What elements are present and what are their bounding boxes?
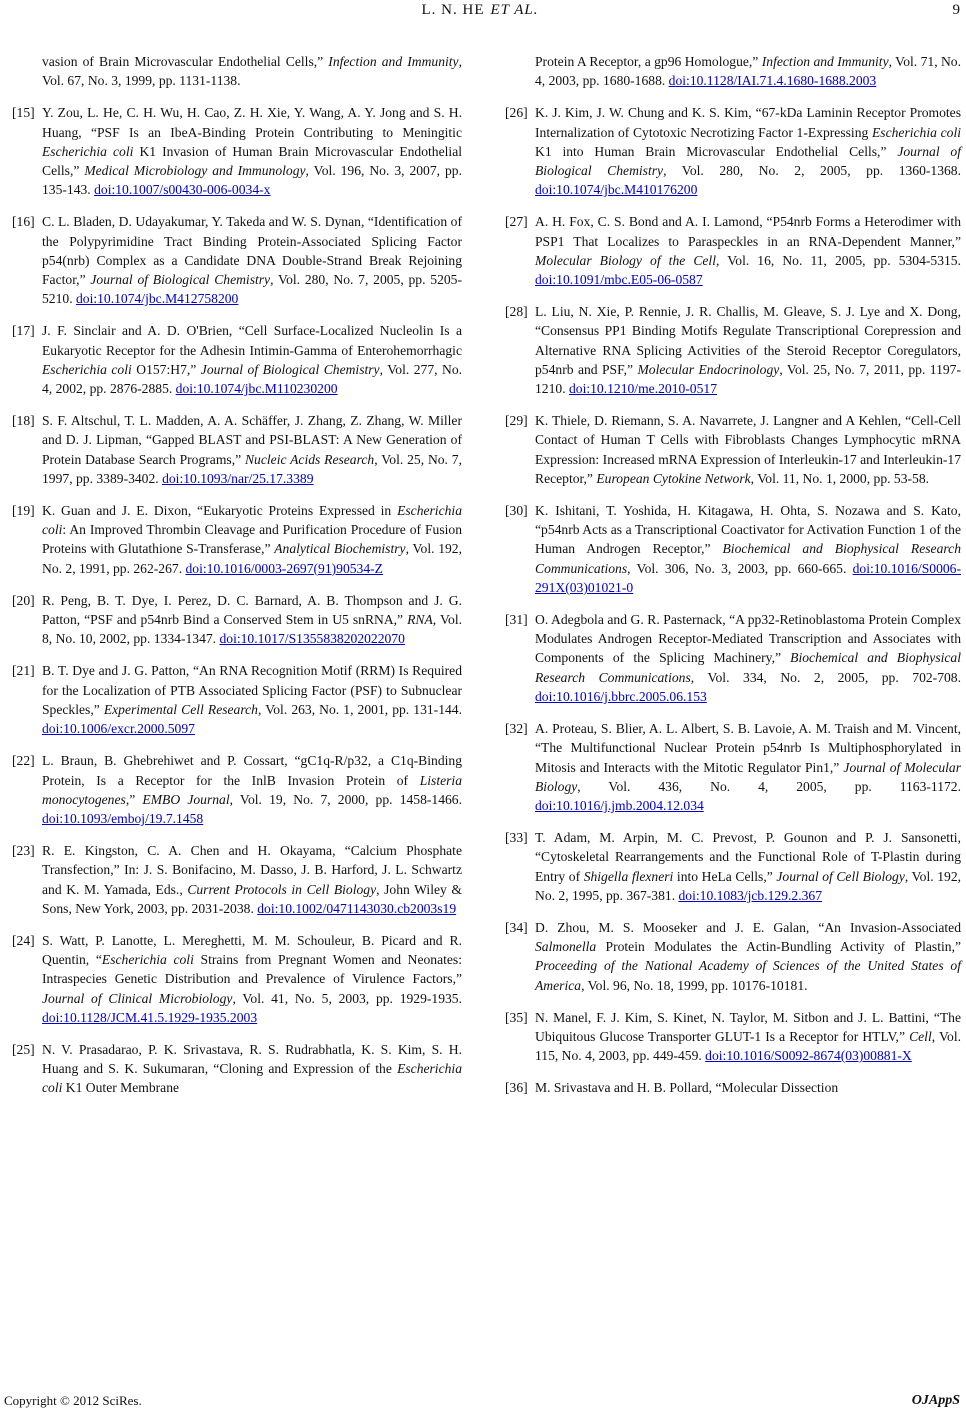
reference-item	[505, 828, 961, 905]
reference-item	[12, 591, 462, 649]
reference-number: [29]	[505, 413, 528, 429]
doi-link[interactable]: doi:10.1074/jbc.M410176200	[535, 182, 698, 198]
ref-text: , Vol. 277, No. 4, 2002, pp. 2876-2885.	[42, 361, 463, 397]
reference-number: [28]	[505, 304, 528, 320]
reference-item	[505, 918, 961, 995]
ref-italic: Escherichia coli	[872, 124, 962, 140]
ref-text: L. Liu, N. Xie, P. Rennie, J. R. Challis, M. Gleave, S. J. Lye and X. Dong, “Consensus PP1 Binding Motifs Regulate Transcriptional Corepression and Alternative RNA Splicing Activities of the Steroid Receptor Coregulators, p54nrb and PSF,”	[535, 304, 961, 377]
reference-item	[505, 212, 961, 289]
reference-number: [30]	[505, 503, 528, 519]
right-column	[505, 52, 961, 1111]
running-head-etal: ET AL.	[490, 2, 539, 18]
doi-link[interactable]: doi:10.1128/JCM.41.5.1929-1935.2003	[42, 1009, 258, 1025]
reference-item	[505, 610, 961, 706]
reference-item	[505, 1078, 961, 1097]
reference-body	[535, 1078, 961, 1097]
reference-item	[505, 302, 961, 398]
reference-number: [24]	[12, 932, 35, 948]
ref-text: into HeLa Cells,”	[673, 868, 777, 884]
ref-italic: RNA	[407, 612, 433, 628]
reference-item	[12, 1040, 462, 1098]
running-head-authors: L. N. HE	[421, 2, 485, 18]
ref-text: K1 into Human Brain Microvascular Endothelial Cells,”	[535, 143, 898, 159]
reference-list-right	[505, 103, 961, 1097]
ref-text: , Vol. 196, No. 3, 2007, pp. 135-143.	[42, 163, 462, 198]
reference-body	[42, 751, 462, 828]
ref-text: B. T. Dye and J. G. Patton, “An RNA Recognition Motif (RRM) Is Required for the Localization of PTB Associated Splicing Factor (PSF) to Subnuclear Speckles,”	[42, 663, 462, 717]
ref-italic: Shigella flexneri	[583, 868, 674, 884]
page-number: 9	[952, 2, 960, 18]
ref-text: D. Zhou, M. S. Mooseker and J. E. Galan, “An Invasion-Associated	[535, 919, 961, 935]
reference-number: [16]	[12, 214, 35, 230]
ref-text: Protein Modulates the Actin-Bundling Activity of Plastin,”	[596, 939, 961, 955]
reference-number: [33]	[505, 830, 528, 846]
ref-italic: Listeria monocytogenes	[42, 772, 462, 807]
ref-text: , Vol. 25, No. 7, 2011, pp. 1197-1210.	[535, 361, 961, 397]
ref-text: vasion of Brain Microvascular Endothelial Cells,”	[42, 54, 329, 69]
doi-link[interactable]: doi:10.1016/j.bbrc.2005.06.153	[535, 688, 707, 704]
ref-journal: Journal of Biological Chemistry	[535, 143, 961, 179]
reference-item	[12, 751, 462, 828]
ref-text: N. Manel, F. J. Kim, S. Kinet, N. Taylor, M. Sitbon and J. L. Battini, “The Ubiquitous Glucose Transporter GLUT-1 Is a Receptor for HTLV,”	[535, 1009, 961, 1044]
reference-body	[535, 212, 961, 289]
ref-journal: Journal of Biological Chemistry	[200, 361, 380, 377]
copyright-notice: Copyright © 2012 SciRes.	[4, 1393, 142, 1408]
reference-body	[42, 501, 462, 578]
ref-text: : An Improved Thrombin Cleavage and Purification Procedure of Fusion Proteins with Glutathione S-Transferase,”	[42, 522, 462, 557]
ref-text: O157:H7,”	[131, 361, 201, 377]
doi-link[interactable]: doi:10.1002/0471143030.cb2003s19	[257, 900, 457, 916]
ref-journal: Proceeding of the National Academy of Sciences of the United States of America	[535, 958, 961, 993]
ref-text: , Vol. 25, No. 7, 1997, pp. 3389-3402.	[42, 451, 462, 486]
doi-link[interactable]: doi:10.1093/emboj/19.7.1458	[42, 810, 204, 826]
ref-italic: Experimental Cell Research	[103, 701, 258, 717]
journal-abbrev: OJAppS	[911, 1393, 960, 1408]
running-head	[0, 2, 966, 19]
ref-text: O. Adegbola and G. R. Pasternack, “A pp32-Retinoblastoma Protein Complex Modulates Androgen Receptor-Mediated Transcription and Associates with Components of the Splicing Machinery,”	[535, 612, 961, 666]
ref-text: C. L. Bladen, D. Udayakumar, Y. Takeda and W. S. Dynan, “Identification of the Polypyrimidine Tract Binding Protein-Associated Splicing Factor p54(nrb) Complex as a Candidate DNA Double-Strand Break Rejoining Factor,”	[42, 214, 462, 288]
ref-text: S. F. Altschul, T. L. Madden, A. A. Schäffer, J. Zhang, Z. Zhang, W. Miller and D. J. Lipman, “Gapped BLAST and PSI-BLAST: A New Generation of Protein Database Search Programs,”	[42, 413, 462, 467]
ref-text: Y. Zou, L. He, C. H. Wu, H. Cao, Z. H. Xie, Y. Wang, A. Y. Jong and S. H. Huang, “PSF Is an IbeA-Binding Protein Contributing to Meningitic	[42, 105, 462, 140]
reference-body	[42, 931, 462, 1027]
ref-text: J. F. Sinclair and A. D. O'Brien, “Cell Surface-Localized Nucleolin Is a Eukaryotic Receptor for the Adhesin Intimin-Gamma of Enterohemorrhagic	[42, 323, 462, 358]
doi-link[interactable]: doi:10.1083/jcb.129.2.367	[678, 887, 822, 903]
page-footer	[0, 1393, 966, 1415]
reference-number: [31]	[505, 612, 528, 628]
ref-text: , Vol. 334, No. 2, 2005, pp. 702-708.	[690, 669, 961, 685]
reference-number: [21]	[12, 663, 35, 679]
doi-link[interactable]: doi:10.1210/me.2010-0517	[568, 381, 717, 397]
ref-text: S. Watt, P. Lanotte, L. Mereghetti, M. M. Schouleur, B. Picard and R. Quentin, “	[42, 932, 462, 968]
left-column	[12, 52, 462, 1111]
ref-text: T. Adam, M. Arpin, M. C. Prevost, P. Gounon and P. J. Sansonetti, “Cytoskeletal Rearrangements and the Functional Role of T-Plastin during Entry of	[535, 830, 961, 884]
reference-item	[12, 931, 462, 1027]
reference-item	[12, 841, 462, 918]
ref-journal: Medical Microbiology and Immunology	[84, 163, 306, 179]
reference-number: [34]	[505, 919, 528, 935]
ref-text: Strains from Pregnant Women and Neonates: Intraspecies Genetic Distribution and Prevalence of Virulence Factors,”	[42, 952, 462, 987]
doi-link[interactable]: doi:10.1006/excr.2000.5097	[42, 721, 195, 737]
reference-item	[505, 1008, 961, 1066]
ref-italic: Journal of Molecular Biology	[535, 759, 961, 794]
ref-text: ,”	[125, 791, 143, 807]
reference-body	[42, 1040, 462, 1098]
ref-text: K. Ishitani, T. Yoshida, H. Kitagawa, H. Ohta, S. Nozawa and S. Kato, “p54nrb Acts as a Transcriptional Coactivator for Activation Function 1 of the Human Androgen Receptor,”	[535, 503, 961, 557]
reference-item	[505, 501, 961, 597]
reference-number: [15]	[12, 105, 35, 121]
ref-text: , Vol. 263, No. 1, 2001, pp. 131-144.	[257, 701, 462, 717]
doi-link[interactable]: doi:10.1128/IAI.71.4.1680-1688.2003	[668, 73, 877, 89]
ref-text: K. J. Kim, J. W. Chung and K. S. Kim, “67-kDa Laminin Receptor Promotes Internalization of Cytotoxic Necrotizing Factor 1-Expressing	[535, 105, 961, 140]
reference-number: [26]	[505, 105, 528, 121]
reference-number: [18]	[12, 413, 35, 429]
doi-link[interactable]: doi:10.1016/S0006-291X(03)01021-0	[535, 560, 961, 595]
doi-link[interactable]: doi:10.1074/jbc.M412758200	[75, 291, 239, 307]
ref-text: , Vol. 67, No. 3, 1999, pp. 1131-1138.	[42, 54, 462, 89]
reference-item	[12, 661, 462, 738]
reference-item	[12, 103, 462, 199]
ref-italic: Escherichia coli	[101, 952, 194, 968]
ref-text: , John Wiley & Sons, New York, 2003, pp. 2031-2038.	[42, 881, 462, 916]
reference-item	[505, 103, 961, 199]
reference-body	[42, 661, 462, 738]
ref-text: , Vol. 19, No. 7, 2000, pp. 1458-1466.	[229, 791, 462, 807]
reference-body	[42, 411, 462, 488]
reference-number: [17]	[12, 323, 35, 339]
ref-italic: Nucleic Acids Research	[244, 451, 375, 467]
reference-number: [32]	[505, 721, 528, 737]
ref-text: R. E. Kingston, C. A. Chen and H. Okayama, “Calcium Phosphate Transfection,” In: J. S. Bonifacino, M. Dasso, J. B. Harford, J. L. Schwartz and K. M. Yamada, Eds.,	[42, 843, 462, 897]
ref-italic: Biochemical and Biophysical Research Communications	[535, 650, 961, 685]
ref-text: M. Srivastava and H. B. Pollard, “Molecular Dissection	[535, 1080, 839, 1096]
ref-text: , Vol. 11, No. 1, 2000, pp. 53-58.	[750, 470, 930, 486]
ref-text: , Vol. 71, No. 4, 2003, pp. 1680-1688.	[535, 54, 962, 89]
ref-text: Protein A Receptor, a gp96 Homologue,”	[535, 54, 762, 69]
ref-text: A. H. Fox, C. S. Bond and A. I. Lamond, “P54nrb Forms a Heterodimer with PSP1 That Localizes to Paraspeckles in an RNA-Dependent Manner,”	[535, 214, 961, 249]
reference-item	[12, 411, 462, 488]
ref-text: , Vol. 280, No. 7, 2005, pp. 5205-5210.	[42, 272, 462, 307]
ref-text: , Vol. 96, No. 18, 1999, pp. 10176-10181.	[581, 977, 808, 993]
ref-text: L. Braun, B. Ghebrehiwet and P. Cossart, “gC1q-R/p32, a C1q-Binding Protein, Is a Receptor for the InlB Invasion Protein of	[42, 753, 462, 788]
ref-italic: Escherichia coli	[42, 503, 462, 538]
ref-text: , Vol. 436, No. 4, 2005, pp. 1163-1172.	[577, 778, 961, 794]
reference-body	[535, 918, 961, 995]
doi-link[interactable]: doi:10.1016/S0092-8674(03)00881-X	[705, 1048, 912, 1064]
ref-text: , Vol. 16, No. 11, 2005, pp. 5304-5315.	[716, 252, 961, 268]
reference-body	[42, 212, 462, 308]
ref-journal: EMBO Journal	[142, 791, 230, 807]
ref-journal: Journal of Clinical Microbiology	[42, 990, 233, 1006]
ref-italic: Cell	[909, 1028, 932, 1044]
reference-item	[505, 719, 961, 815]
reference-item	[505, 411, 961, 488]
ref-journal: Journal of Cell Biology	[776, 868, 905, 884]
ref-text: , Vol. 41, No. 5, 2003, pp. 1929-1935.	[232, 990, 462, 1006]
ref-italic: Escherichia coli	[42, 361, 132, 377]
page-header	[0, 0, 966, 22]
reference-number: [25]	[12, 1041, 35, 1057]
reference-body	[535, 103, 961, 199]
ref-text: , Vol. 280, No. 2, 2005, pp. 1360-1368.	[663, 163, 961, 179]
reference-body	[535, 828, 961, 905]
reference-list-left	[12, 103, 462, 1097]
ref-text: , Vol. 192, No. 2, 1995, pp. 367-381.	[535, 868, 962, 903]
ref-italic: Escherichia coli	[42, 1061, 462, 1096]
doi-link[interactable]: doi:10.1007/s00430-006-0034-x	[94, 182, 271, 198]
ref-text: , Vol. 8, No. 10, 2002, pp. 1334-1347.	[42, 612, 462, 647]
ref-italic: Biochemical and Biophysical Research Communications	[535, 541, 961, 576]
ref-journal: Infection and Immunity	[328, 54, 459, 69]
reference-body	[42, 841, 462, 918]
reference-body	[535, 719, 961, 815]
ref-italic: Molecular Endocrinology	[637, 361, 780, 377]
reference-continuation	[535, 52, 961, 90]
reference-body	[535, 501, 961, 597]
reference-continuation	[42, 52, 462, 90]
ref-text: N. V. Prasadarao, P. K. Srivastava, R. S. Rudrabhatla, K. S. Kim, S. H. Huang and S. K. Sukumaran, “Cloning and Expression of the	[42, 1041, 462, 1077]
ref-text: A. Proteau, S. Blier, A. L. Albert, S. B. Lavoie, A. M. Traish and M. Vincent, “The Multifunctional Nuclear Protein p54nrb Is Multiphosphorylated in Mitosis and Interacts with the Mitotic Regulator Pin1,”	[535, 721, 961, 775]
reference-body	[535, 411, 961, 488]
reference-number: [22]	[12, 753, 35, 769]
ref-text: , Vol. 306, No. 3, 2003, pp. 660-665.	[627, 560, 853, 576]
ref-text: K. Thiele, D. Riemann, S. A. Navarrete, J. Langner and A Kehlen, “Cell-Cell Contact of Human T Cells with Fibroblasts Changes Lymphocytic mRNA Expression: Increased mRNA Expression of Interleukin-17 and Interleukin-17 Receptor,”	[535, 413, 961, 486]
reference-item	[12, 212, 462, 308]
ref-italic: Journal of Biological Chemistry	[90, 272, 271, 288]
reference-number: [19]	[12, 503, 35, 519]
ref-journal: Infection and Immunity	[761, 54, 889, 69]
doi-link[interactable]: doi:10.1091/mbc.E05-06-0587	[535, 272, 703, 288]
reference-body	[535, 610, 961, 706]
reference-number: [27]	[505, 214, 528, 230]
reference-body	[42, 591, 462, 649]
ref-text: K1 Outer Membrane	[62, 1080, 180, 1096]
reference-item	[12, 501, 462, 578]
ref-text: K. Guan and J. E. Dixon, “Eukaryotic Proteins Expressed in	[42, 503, 398, 519]
ref-italic: Escherichia coli	[42, 143, 134, 159]
reference-body	[42, 103, 462, 199]
ref-journal: Analytical Biochemistry	[274, 541, 406, 557]
ref-italic: Molecular Biology of the Cell	[535, 252, 716, 268]
ref-text: , Vol. 115, No. 4, 2003, pp. 449-459.	[535, 1028, 961, 1064]
doi-link[interactable]: doi:10.1016/j.jmb.2004.12.034	[535, 797, 704, 813]
doi-link[interactable]: doi:10.1093/nar/25.17.3389	[162, 470, 314, 486]
reference-number: [36]	[505, 1080, 528, 1096]
ref-italic: Salmonella	[535, 939, 597, 955]
ref-italic: European Cytokine Network	[596, 470, 751, 486]
ref-text: , Vol. 192, No. 2, 1991, pp. 262-267.	[42, 541, 463, 576]
reference-number: [23]	[12, 843, 35, 859]
ref-text: R. Peng, B. T. Dye, I. Perez, D. C. Barnard, A. B. Thompson and J. G. Patton, “PSF and p54nrb Bind a Conserved Stem in U5 snRNA,”	[42, 592, 462, 628]
ref-italic: Current Protocols in Cell Biology	[187, 881, 377, 897]
reference-body	[535, 302, 961, 398]
doi-link[interactable]: doi:10.1074/jbc.M110230200	[175, 381, 338, 397]
reference-item	[12, 321, 462, 398]
doi-link[interactable]: doi:10.1017/S1355838202022070	[219, 631, 405, 647]
reference-body	[535, 1008, 961, 1066]
doi-link[interactable]: doi:10.1016/0003-2697(91)90534-Z	[185, 560, 383, 576]
ref-text: K1 Invasion of Human Brain Microvascular Endothelial Cells,”	[42, 143, 463, 179]
reference-number: [20]	[12, 592, 35, 608]
reference-number: [35]	[505, 1009, 528, 1025]
reference-body	[42, 321, 462, 398]
